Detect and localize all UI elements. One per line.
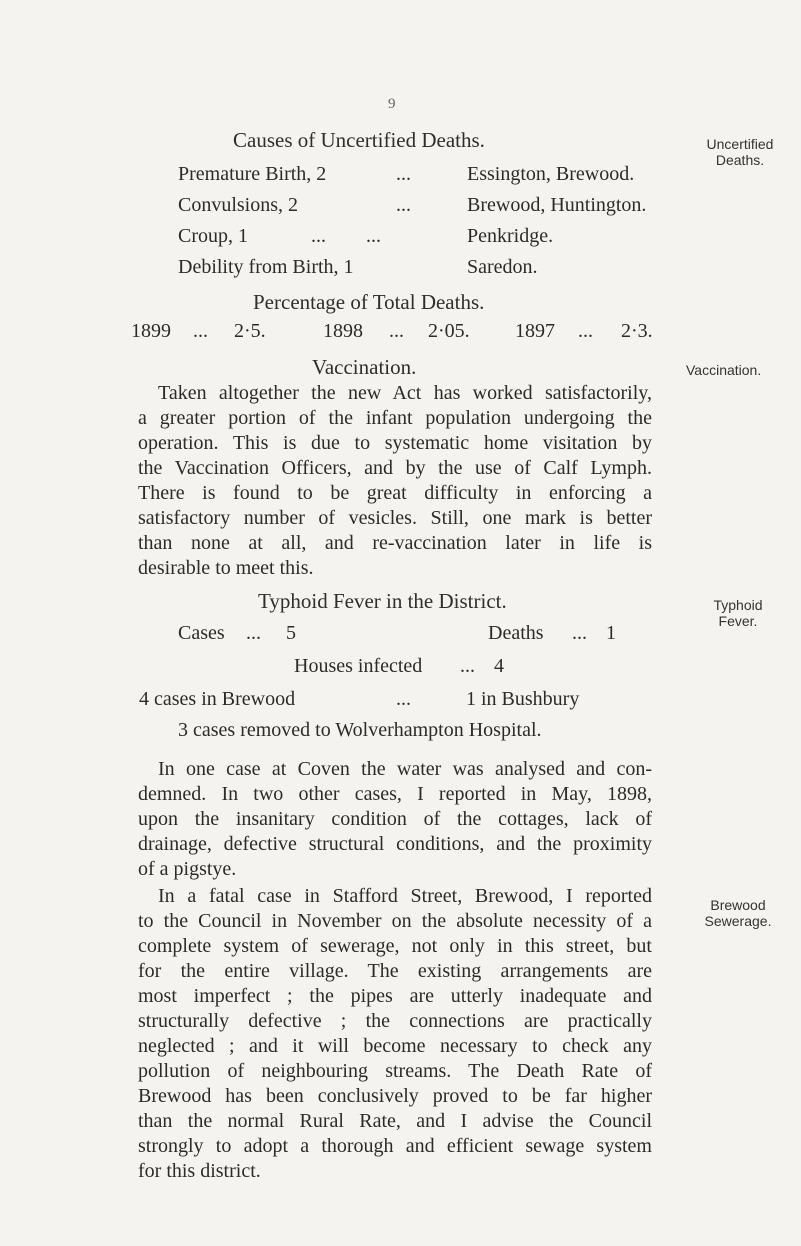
paragraph-line: the Vaccination Officers, and by the use of Calf Lymph.: [138, 457, 652, 479]
leader-dots: ...: [460, 655, 475, 677]
leader-dots: ... ...: [311, 225, 381, 247]
cause-cell: Convulsions, 2: [178, 194, 299, 216]
vaccination-heading: Vaccination.: [312, 355, 417, 379]
cause-cell: Croup, 1: [178, 225, 248, 247]
paragraph-line: There is found to be great difficulty in enforcing a: [138, 482, 652, 504]
margin-note-line: Fever.: [718, 613, 758, 629]
place-cell: Brewood, Huntington.: [467, 194, 647, 216]
place-cell: Penkridge.: [467, 225, 554, 247]
uncertified-deaths-margin-note: [690, 136, 790, 168]
typhoid-margin-note: [700, 597, 776, 629]
margin-note-line: Sewerage.: [704, 913, 772, 929]
houses-value: 4: [494, 655, 504, 677]
sewerage-paragraph: [138, 884, 652, 1184]
paragraph-line: most imperfect ; the pipes are utterly inadequate and: [138, 985, 652, 1007]
paragraph-line: desirable to meet this.: [138, 557, 314, 579]
paragraph-line: for the entire village. The existing arrangements are: [138, 960, 652, 982]
brewood-cases: 4 cases in Brewood: [139, 688, 296, 710]
percentage-heading: Percentage of Total Deaths.: [253, 290, 485, 314]
paragraph-line: drainage, defective structural conditions, and the proximity: [138, 833, 652, 855]
leader-dots: ...: [396, 163, 411, 185]
paragraph-line: upon the insanitary condition of the cottages, lack of: [138, 808, 652, 830]
percentage-value: 2·5.: [234, 320, 266, 342]
leader-dots: ...: [193, 320, 208, 342]
cases-label: Cases: [178, 622, 225, 644]
leader-dots: ...: [572, 622, 587, 644]
paragraph-line: pollution of neighbouring streams. The Death Rate of: [138, 1060, 652, 1082]
bushbury-cases: 1 in Bushbury: [466, 688, 580, 710]
paragraph-line: Brewood has been conclusively proved to be far higher: [138, 1085, 652, 1107]
cause-cell: Premature Birth, 2: [178, 163, 327, 185]
sewerage-margin-note: [692, 897, 784, 929]
typhoid-paragraph: [138, 757, 652, 882]
margin-note-line: Brewood: [710, 897, 766, 913]
place-cell: Saredon.: [467, 256, 538, 278]
hospital-removals: 3 cases removed to Wolverhampton Hospital.: [178, 719, 542, 741]
paragraph-line: satisfactory number of vesicles. Still, one mark is better: [138, 507, 652, 529]
margin-note-line: Deaths.: [715, 152, 765, 168]
leader-dots: ...: [396, 194, 411, 216]
percentage-year: 1898: [323, 320, 363, 342]
paragraph-line: In a fatal case in Stafford Street, Brewood, I reported: [158, 885, 652, 907]
deaths-value: 1: [606, 622, 616, 644]
place-cell: Essington, Brewood.: [467, 163, 635, 185]
cause-cell: Debility from Birth, 1: [178, 256, 354, 278]
paragraph-line: complete system of sewerage, not only in this street, but: [138, 935, 652, 957]
paragraph-line: strongly to adopt a thorough and efficient sewage system: [138, 1135, 652, 1157]
page-number: 9: [388, 96, 396, 112]
paragraph-line: In one case at Coven the water was analysed and con-: [158, 758, 652, 780]
paragraph-line: Taken altogether the new Act has worked satisfactorily,: [158, 382, 652, 404]
margin-note-line: Uncertified: [706, 136, 774, 152]
deaths-label: Deaths: [488, 622, 544, 644]
percentage-value: 2·05.: [428, 320, 470, 342]
margin-note-line: Typhoid: [713, 597, 763, 613]
paragraph-line: demned. In two other cases, I reported in May, 1898,: [138, 783, 652, 805]
houses-label: Houses infected: [294, 655, 423, 677]
vaccination-margin-note: Vaccination.: [686, 362, 762, 378]
percentage-year: 1899: [131, 320, 171, 342]
paragraph-line: for this district.: [138, 1160, 261, 1182]
paragraph-line: operation. This is due to systematic home visitation by: [138, 432, 652, 454]
paragraph-line: to the Council in November on the absolute necessity of a: [138, 910, 652, 932]
leader-dots: ...: [389, 320, 404, 342]
typhoid-heading: Typhoid Fever in the District.: [258, 589, 507, 613]
vaccination-paragraph: [138, 381, 652, 581]
paragraph-line: of a pigstye.: [138, 858, 237, 880]
paragraph-line: than none at all, and re-vaccination later in life is: [138, 532, 652, 554]
leader-dots: ...: [246, 622, 261, 644]
percentage-value: 2·3.: [621, 320, 653, 342]
paragraph-line: a greater portion of the infant population undergoing the: [138, 407, 652, 429]
paragraph-line: neglected ; and it will become necessary to check any: [138, 1035, 652, 1057]
cases-value: 5: [286, 622, 296, 644]
leader-dots: ...: [578, 320, 593, 342]
percentage-year: 1897: [515, 320, 555, 342]
paragraph-line: than the normal Rural Rate, and I advise the Council: [138, 1110, 652, 1132]
paragraph-line: structurally defective ; the connections are practically: [138, 1010, 652, 1032]
leader-dots: ...: [396, 688, 411, 710]
uncertified-deaths-heading: Causes of Uncertified Deaths.: [233, 128, 485, 152]
